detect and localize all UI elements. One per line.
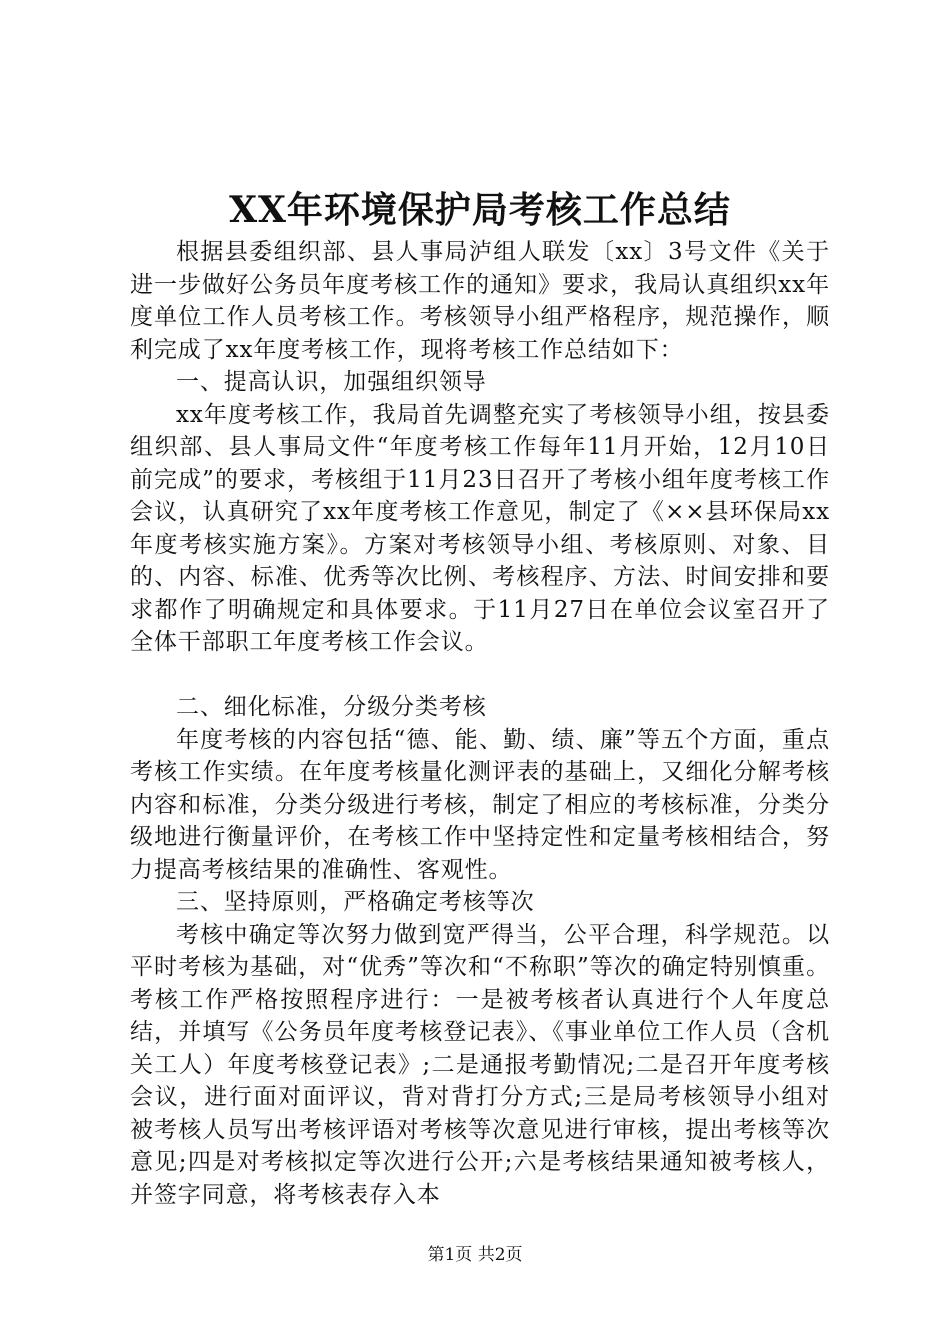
section-heading-3: 三、坚持原则，严格确定考核等次 — [176, 889, 535, 915]
page-number-footer: 第1页 共2页 — [427, 1245, 523, 1265]
section-heading-2: 二、细化标准，分级分类考核 — [176, 694, 487, 720]
paragraph-section-2: 年度考核的内容包括“德、能、勤、绩、廉”等五个方面，重点考核工作实绩。在年度考核量化测评表的基础上，又细化分解考核内容和标准，分类分级进行考核，制定了相应的考核标准，分类分级地进行衡量评价，在考核工作中坚持定性和定量考核相结合，努力提高考核结果的准确性、客观性。 — [130, 726, 830, 883]
paragraph-intro: 根据县委组织部、县人事局泸组人联发〔xx〕3号文件《关于进一步做好公务员年度考核工作的通知》要求，我局认真组织xx年度单位工作人员考核工作。考核领导小组严格程序，规范操作，顺利完成了xx年度考核工作，现将考核工作总结如下： — [130, 239, 830, 363]
document-title: XX年环境保护局考核工作总结 — [229, 189, 731, 231]
section-heading-1: 一、提高认识，加强组织领导 — [176, 369, 487, 395]
paragraph-section-1: xx年度考核工作，我局首先调整充实了考核领导小组，按县委组织部、县人事局文件“年度考核工作每年11月开始，12月10日前完成”的要求，考核组于11月23日召开了考核小组年度考核工作会议，认真研究了xx年度考核工作意见，制定了《××县环保局xx年度考核实施方案》。方案对考核领导小组、考核原则、对象、目的、内容、标准、优秀等次比例、考核程序、方法、时间安排和要求都作了明确规定和具体要求。于11月27日在单位会议室召开了全体干部职工年度考核工作会议。 — [130, 401, 830, 655]
document-body — [130, 236, 830, 1211]
blank-line — [130, 659, 830, 692]
paragraph-section-3: 考核中确定等次努力做到宽严得当，公平合理，科学规范。以平时考核为基础，对“优秀”等次和“不称职”等次的确定特别慎重。考核工作严格按照程序进行：一是被考核者认真进行个人年度总结，并填写《公务员年度考核登记表》、《事业单位工作人员（含机关工人）年度考核登记表》;二是通报考勤情况;二是召开年度考核会议，进行面对面评议，背对背打分方式;三是局考核领导小组对被考核人员写出考核评语对考核等次意见进行审核，提出考核等次意见;四是对考核拟定等次进行公开;六是考核结果通知被考核人，并签字同意，将考核表存入本 — [130, 921, 830, 1208]
